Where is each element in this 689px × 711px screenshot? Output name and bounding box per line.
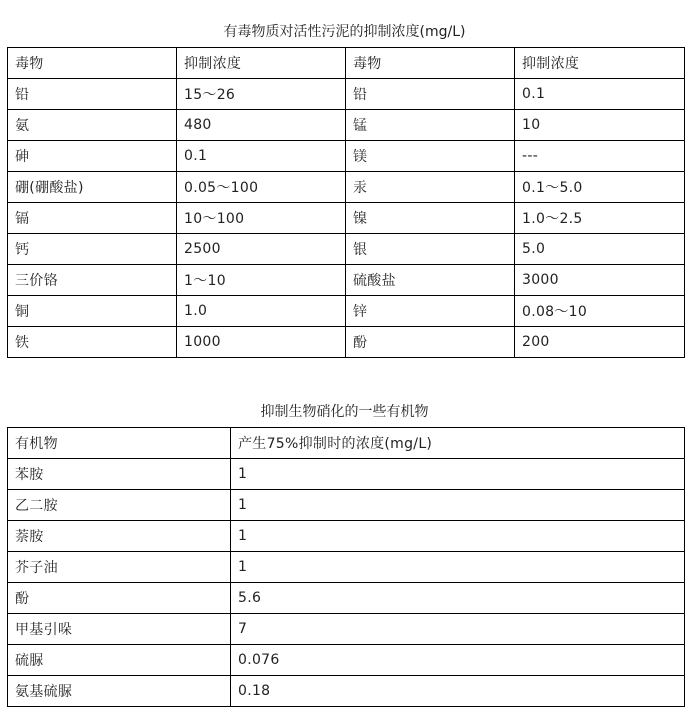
table-row [8,296,685,327]
table-cell: 汞 [346,172,515,203]
table-cell: 硼(硼酸盐) [8,172,177,203]
table-cell: 3000 [515,265,685,296]
table-cell: 三价铬 [8,265,177,296]
table-cell: 1 [231,459,685,490]
header-cell: 毒物 [346,48,515,79]
table-cell: 镁 [346,141,515,172]
table-header-row [8,428,685,459]
table-row [8,583,685,614]
table-row [8,552,685,583]
table-cell: 银 [346,234,515,265]
table-cell: 10 [515,110,685,141]
table-cell: 0.1 [177,141,346,172]
table-row [8,141,685,172]
table-cell: 1～10 [177,265,346,296]
table-cell: 铁 [8,327,177,358]
table-cell: 硫脲 [8,645,231,676]
table-cell: 萘胺 [8,521,231,552]
table-cell: 氨基硫脲 [8,676,231,707]
table-cell: 铅 [346,79,515,110]
table-cell: 0.18 [231,676,685,707]
table-cell: 5.0 [515,234,685,265]
table-cell: 0.076 [231,645,685,676]
header-cell: 毒物 [8,48,177,79]
table-row [8,614,685,645]
table2-caption: 抑制生物硝化的一些有机物 [260,404,429,420]
header-cell: 产生75%抑制时的浓度(mg/L) [231,428,685,459]
table-cell: 硫酸盐 [346,265,515,296]
table-cell: 0.1～5.0 [515,172,685,203]
table-cell: 15～26 [177,79,346,110]
table-row [8,234,685,265]
table-row [8,327,685,358]
table-row [8,459,685,490]
table-cell: 2500 [177,234,346,265]
table-cell: 镍 [346,203,515,234]
table-cell: 5.6 [231,583,685,614]
table-cell: --- [515,141,685,172]
table-cell: 7 [231,614,685,645]
table-row [8,203,685,234]
table-row [8,521,685,552]
table-cell: 0.05～100 [177,172,346,203]
table-cell: 1.0 [177,296,346,327]
table-cell: 1.0～2.5 [515,203,685,234]
table-row [8,79,685,110]
table1-caption: 有毒物质对活性污泥的抑制浓度(mg/L) [223,24,466,40]
table-cell: 10～100 [177,203,346,234]
table-cell: 酚 [8,583,231,614]
table-cell: 砷 [8,141,177,172]
table-cell: 200 [515,327,685,358]
table-row [8,265,685,296]
nitrification-inhibitors-table [7,427,685,707]
table-row [8,676,685,707]
table-cell: 0.08～10 [515,296,685,327]
table-cell: 锰 [346,110,515,141]
header-cell: 抑制浓度 [515,48,685,79]
table-cell: 1 [231,521,685,552]
table-cell: 甲基引哚 [8,614,231,645]
table-row [8,490,685,521]
table-cell: 铜 [8,296,177,327]
table-row [8,172,685,203]
table-cell: 芥子油 [8,552,231,583]
table-row [8,645,685,676]
table-cell: 1000 [177,327,346,358]
table-row [8,110,685,141]
table-cell: 1 [231,552,685,583]
table-header-row [8,48,685,79]
table-cell: 1 [231,490,685,521]
header-cell: 抑制浓度 [177,48,346,79]
table-cell: 镉 [8,203,177,234]
table-cell: 钙 [8,234,177,265]
table-cell: 锌 [346,296,515,327]
table-cell: 480 [177,110,346,141]
toxic-substances-table [7,47,685,358]
table-cell: 苯胺 [8,459,231,490]
table-cell: 酚 [346,327,515,358]
header-cell: 有机物 [8,428,231,459]
table-cell: 乙二胺 [8,490,231,521]
table-cell: 铅 [8,79,177,110]
table-cell: 0.1 [515,79,685,110]
table-cell: 氨 [8,110,177,141]
